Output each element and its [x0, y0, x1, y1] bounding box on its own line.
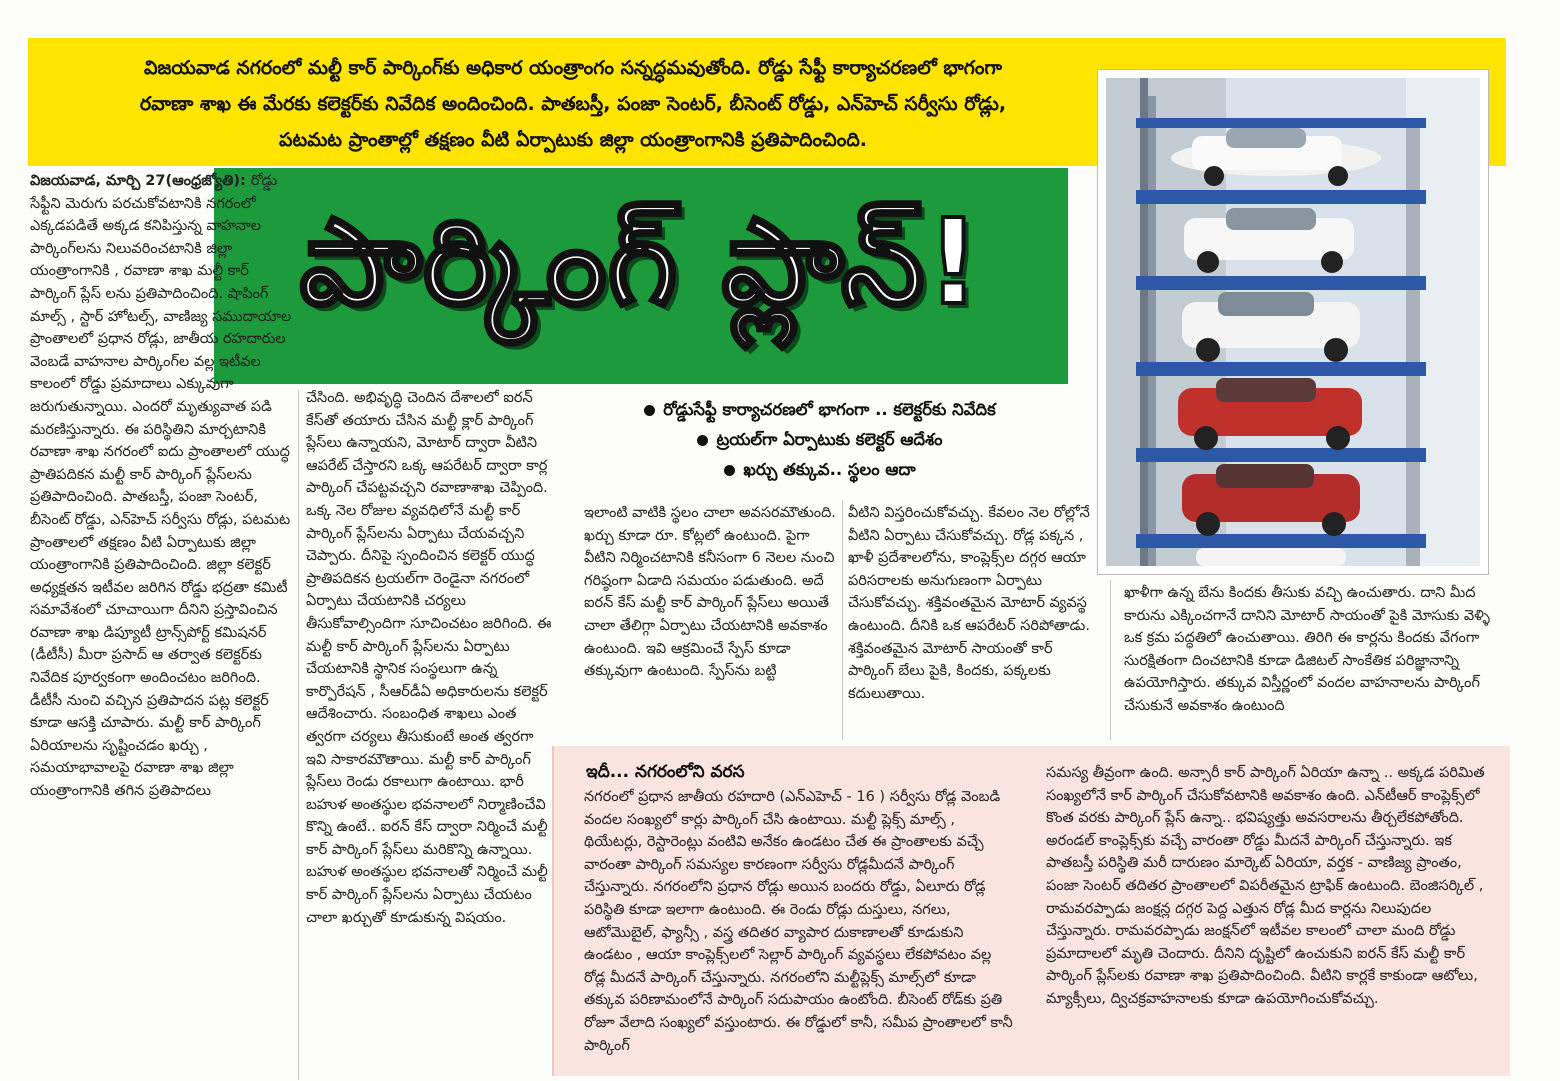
- column-2: [306, 387, 554, 929]
- column-5: [1124, 582, 1510, 718]
- headline: పార్కింగ్ ప్లాన్!: [299, 192, 983, 331]
- highlight-item: [560, 395, 1080, 425]
- bullet-icon: [697, 435, 708, 446]
- bullet-icon: [724, 465, 735, 476]
- column-divider: [842, 500, 843, 740]
- sidebar-box-text-1: నగరంలో ప్రధాన జాతీయ రహదారి (ఎన్‌ఎహెచ్ - 16 ) సర్వీసు రోడ్ల వెంబడి వందల సంఖ్యలో కార్లు పార్కింగ్ చేసి ఉంటాయి. మల్టీ ప్లెక్స్ మాల్స్ , థియేటర్లు, రెస్టారెంట్లు వంటివి అనేకం ఉండటం చేత ఈ ప్రాంతాలకు వచ్చే వారంతా పార్కింగ్ సమస్యల కారణంగా సర్వీసు రోడ్లమీదనే పార్కింగ్ చేస్తున్నారు. నగరంలోని ప్రధాన రోడ్లు అయిన బందరు రోడ్డు, ఏలూరు రోడ్ల పరిస్థితి కూడా ఇలాగా ఉంటుంది. ఈ రెండు రోడ్లు దుస్తులు, నగలు, ఆటోమొబైల్, ఫ్యాన్సీ , వస్త్ర తదితర వ్యాపార దుకాణాలతో కూడుకుని ఉండటం , ఆయా కాంప్లెక్స్‌లలో సెల్లార్ పార్కింగ్ వ్యవస్థలు లేకపోవటం వల్ల రోడ్ల మీదనే పార్కింగ్ చేస్తున్నారు. నగరంలోని మల్టీప్లెక్స్ మాల్స్‌లో కూడా తక్కువ పరిణామంలోనే పార్కింగ్ సదుపాయం ఉంటోంది. బీసెంట్ రోడ్‌కు ప్రతి రోజూ వేలాది సంఖ్యలో వస్తుంటారు. ఈ రోడ్డులో కానీ, సమీప ప్రాంతాలలో కానీ పార్కింగ్: [584, 789, 1013, 1054]
- sidebar-box-column-1: [584, 786, 1016, 1057]
- sidebar-box-title: ఇదీ... నగరంలోని వరస: [586, 762, 745, 782]
- column-5-text: ఖాళీగా ఉన్న బేను కిందకు తీసుకు వచ్చి ఉంచుతారు. దాని మీద కారును ఎక్కించగానే దానిని మోటార్ సాయంతో పైకి మోసుకు వెళ్ళి ఒక క్రమ పద్ధతిలో ఉంచుతాయి. తిరిగి ఈ కార్లను కిందకు వేగంగా సురక్షితంగా దించటానికి కూడా డిజిటల్ సాంకేతిక పరిజ్ఞానాన్ని ఉపయోగిస్తారు. తక్కువ విస్తీర్ణంలో వందల వాహనాలను పార్కింగ్ చేసుకునే అవకాశం ఉంటుంది: [1124, 585, 1491, 714]
- dateline: విజయవాడ, మార్చి 27(ఆంధ్రజ్యోతి):: [30, 173, 251, 189]
- sidebar-box-text-2: సమస్య తీవ్రంగా ఉంది. అన్సారీ కార్ పార్కింగ్ ఏరియా ఉన్నా .. అక్కడ పరిమిత సంఖ్యలోనే కార్ పార్కింగ్ చేసుకోవటానికి అవకాశం ఉంది. ఎన్‌టీఆర్ కాంప్లెక్స్‌లో కొంత వరకు పార్కింగ్ ప్లేస్ ఉన్నా.. భవిష్యత్తు అవసరాలను తీర్చలేకపోతోంది. అరండల్ కాంప్లెక్స్‌కు వచ్చే వారంతా రోడ్డు మీదనే పార్కింగ్ చేస్తున్నారు. ఇక పాతబస్తీ పరిస్థితి మరీ దారుణం మార్కెట్ ఏరియా, వర్తక - వాణిజ్య ప్రాంతం, పంజా సెంటర్ తదితర ప్రాంతాలలో విపరీతమైన ట్రాఫిక్ ఉంటుంది. బెంజిసర్కిల్ , రామవరప్పాడు జంక్షన్ల దగ్గర పెద్ద ఎత్తున రోడ్ల మీద కార్లను నిలుపుదల చేస్తున్నారు. రామవరప్పాడు జంక్షన్‌లో ఇటీవల కాలంలో చాలా మంది రోడ్డు ప్రమాదాలలో మృతి చెందారు. దీనిని దృష్టిలో ఉంచుకుని ఐరన్ కేస్ మల్టీ కార్ పార్కింగ్ ప్లేస్‌లకు రవాణా శాఖ ప్రతిపాదించింది. వీటిని కార్లకే కాకుండా ఆటోలు, మ్యాక్సీలు, ద్విచక్రవాహనాలకు కూడా ఉపయోగించుకోవచ్చు.: [1046, 765, 1485, 1007]
- bullet-icon: [644, 405, 655, 416]
- highlight-text: ఖర్చు తక్కువ.. స్థలం ఆదా: [743, 460, 916, 479]
- intro-line: పటమట ప్రాంతాల్లో తక్షణం వీటి ఏర్పాటుకు జిల్లా యంత్రాంగానికి ప్రతిపాదించింది.: [279, 129, 867, 151]
- intro-text: [68, 50, 1078, 158]
- sidebar-box-column-2: [1046, 762, 1498, 1011]
- highlight-item: [560, 425, 1080, 455]
- column-4: [848, 502, 1100, 705]
- column-3: [584, 502, 836, 683]
- highlight-text: రోడ్డుసేఫ్టీ కార్యాచరణలో భాగంగా .. కలెక్టర్‌కు నివేదిక: [663, 400, 996, 419]
- parking-tower-illustration: [1106, 78, 1480, 566]
- headline-box: [214, 168, 1068, 384]
- column-1: [30, 170, 292, 803]
- column-divider: [298, 390, 299, 1080]
- column-divider: [1110, 580, 1111, 740]
- highlight-text: ట్రయల్‌గా ఏర్పాటుకు కలెక్టర్ ఆదేశం: [716, 430, 943, 449]
- intro-line: విజయవాడ నగరంలో మల్టీ కార్ పార్కింగ్‌కు అధికార యంత్రాంగం సన్నద్ధమవుతోంది. రోడ్డు సేఫ్టీ కార్యాచరణలో భాగంగా: [144, 57, 1002, 79]
- column-1-text: రోడ్డు సేఫ్టీని మెరుగు పరచుకోవటానికి నగరంలో ఎక్కడపడితే అక్కడ కనిపిస్తున్న వాహనాల పార్కింగ్‌లను నిలువరించటానికి జిల్లా యంత్రాంగానికి , రవాణా శాఖ మల్టీ కార్ పార్కింగ్ ప్లేస్ లను ప్రతిపాదించింది. షాపింగ్ మాల్స్ , స్టార్ హోటల్స్, వాణిజ్య సముదాయాల ప్రాంతాలలో ప్రధాన రోడ్లు, జాతీయ రహదారుల వెంబడే వాహనాల పార్కింగ్‌ల వల్ల ఇటీవల కాలంలో రోడ్డు ప్రమాదాలు ఎక్కువుగా జరుగుతున్నాయి. ఎందరో మృత్యువాత పడి మరణిస్తున్నారు. ఈ పరిస్థితిని మార్చటానికి రవాణా శాఖ నగరంలో ఐదు ప్రాంతాలలో యుద్ధ ప్రాతిపదికన మల్టీ కార్ పార్కింగ్ ప్లేస్‌లను ప్రతిపాదించింది. పాతబస్తీ, పంజా సెంటర్, బీసెంట్ రోడ్డు, ఎన్‌హెచ్ సర్వీసు రోడ్లు, పటమట ప్రాంతాలలో తక్షణం వీటి ఏర్పాటుకు జిల్లా యంత్రాంగానికి ప్రతిపాదించింది. జిల్లా కలెక్టర్ అధ్యక్షతన ఇటీవల జరిగిన రోడ్డు భద్రతా కమిటీ సమావేశంలో చూచాయిగా దీనిని ప్రస్తావించిన రవాణా శాఖ డిప్యూటీ ట్రాన్స్‌పోర్ట్ కమిషనర్ (డీటీసీ) మీరా ప్రసాద్ ఆ తర్వాత కలెక్టర్‌కు నివేదిక పూర్వకంగా అందించటం జరిగింది. డీటీసీ నుంచి వచ్చిన ప్రతిపాదన పట్ల కలెక్టర్ కూడా ఆసక్తి చూపారు. మల్టీ కార్ పార్కింగ్ ఏరియాలను సృష్టించడం ఖర్చు , సమయాభావాలపై రవాణా శాఖ జిల్లా యంత్రాంగానికి తగిన ప్రతిపాదలు: [30, 173, 292, 800]
- highlights: [560, 395, 1080, 485]
- highlight-item: [560, 455, 1080, 485]
- column-3-text: ఇలాంటి వాటికి స్థలం చాలా అవసరమౌతుంది. ఖర్చు కూడా రూ. కోట్లలో ఉంటుంది. పైగా వీటిని నిర్మించటానికి కనీసంగా 6 నెలల నుంచి గరిష్ఠంగా ఏడాది సమయం పడుతుంది. అదే ఐరన్ కేస్ మల్టీ కార్ పార్కింగ్ ప్లేస్‌లు అయితే చాలా తేలిగ్గా ఏర్పాటు చేయటానికి అవకాశం ఉంటుంది. ఇవి ఆక్రమించే స్పేస్ కూడా తక్కువుగా ఉంటుంది. స్పేస్‌ను బట్టి: [584, 505, 836, 680]
- intro-line: రవాణా శాఖ ఈ మేరకు కలెక్టర్‌కు నివేదిక అందించింది. పాతబస్తీ, పంజా సెంటర్, బీసెంట్ రోడ్డు, ఎన్‌హెచ్ సర్వీసు రోడ్లు,: [139, 93, 1007, 115]
- column-4-text: వీటిని విస్తరించుకోవచ్చు. కేవలం నెల రోల్లోనే వీటిని ఏర్పాటు చేసుకోవచ్చు. రోడ్ల పక్కన , ఖాళీ ప్రదేశాలలోను, కాంప్లెక్స్‌ల దగ్గర ఆయా పరిసరాలకు అనుగుణంగా ఏర్పాటు చేసుకోవచ్చు. శక్తివంతమైన మోటార్ వ్యవస్థ ఉంటుంది. దీనికి ఒక ఆపరేటర్ సరిపోతాడు. శక్తివంతమైన మోటార్ సాయంతో కార్ పార్కింగ్ బేలు పైకి, కిందకు, పక్కలకు కదులుతాయి.: [848, 505, 1090, 702]
- multi-car-parking-photo: [1098, 70, 1488, 574]
- column-2-text: చేసింది. అభివృద్ధి చెందిన దేశాలలో ఐరన్ కేస్‌తో తయారు చేసిన మల్టీ క్లార్ పార్కింగ్ ప్లేస్‌లు ఉన్నాయని, మోటార్ ద్వారా వీటిని ఆపరేట్ చేస్తారని ఒక్క ఆపరేటర్ ద్వారా కార్ల పార్కింగ్ చేపట్టవచ్చని రవాణాశాఖ చెప్పింది. ఒక్క నెల రోజుల వ్యవధిలోనే మల్టీ కార్ పార్కింగ్ ప్లేస్‌లను ఏర్పాటు చేయవచ్చని చెప్పారు. దీనిపై స్పందించిన కలెక్టర్ యుద్ధ ప్రాతిపదికన ట్రయల్‌గా రెండైనా నగరంలో ఏర్పాటు చేయటానికి చర్యలు తీసుకోవాల్సిందిగా సూచించటం జరిగింది. ఈ మల్టీ కార్ పార్కింగ్ ప్లేస్‌లను ఏర్పాటు చేయటానికి స్థానిక సంస్థలుగా ఉన్న కార్పొరేషన్ , సీఆర్‌డీఏ అధికారులను కలెక్టర్ ఆదేశించారు. సంబంధిత శాఖలు ఎంత త్వరగా చర్యలు తీసుకుంటే అంత త్వరగా ఇవి సాకారమౌతాయి. మల్టీ కార్ పార్కింగ్ ప్లేస్‌లు రెండు రకాలుగా ఉంటాయి. భారీ బహుళ అంతస్థుల భవనాలలో నిర్మాణించేవి కొన్ని ఉంటే.. ఐరన్ కేస్ ద్వారా నిర్మించే మల్టీ కార్ పార్కింగ్ ప్లేస్‌లు మరికొన్ని ఉన్నాయి. బహుళ అంతస్థుల భవనాలతో నిర్మించే మల్టీ కార్ పార్కింగ్ ప్లేస్‌లను ఏర్పాటు చేయటం చాలా ఖర్చుతో కూడుకున్న విషయం.: [306, 390, 552, 926]
